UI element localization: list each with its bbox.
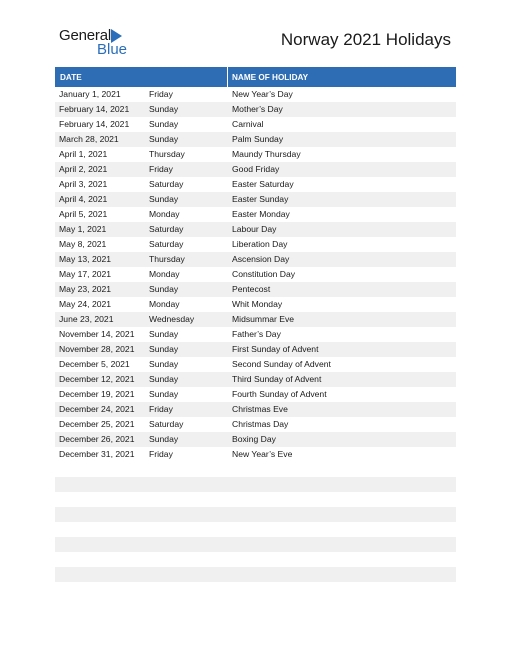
date-cell: May 1, 2021: [59, 224, 107, 234]
table-row: [55, 282, 456, 297]
holiday-name-cell: Whit Monday: [232, 299, 283, 309]
holiday-name-cell: Third Sunday of Advent: [232, 374, 322, 384]
date-cell: March 28, 2021: [59, 134, 119, 144]
header-holiday-name: NAME OF HOLIDAY: [232, 73, 309, 82]
holiday-name-cell: Maundy Thursday: [232, 149, 301, 159]
holiday-name-cell: Easter Saturday: [232, 179, 294, 189]
date-cell: May 23, 2021: [59, 284, 112, 294]
date-cell: May 8, 2021: [59, 239, 107, 249]
table-row: [55, 117, 456, 132]
date-cell: December 5, 2021: [59, 359, 130, 369]
table-row: [55, 447, 456, 462]
table-row: [55, 312, 456, 327]
table-row: [55, 222, 456, 237]
weekday-cell: Saturday: [149, 239, 184, 249]
date-cell: December 25, 2021: [59, 419, 135, 429]
table-row: [55, 327, 456, 342]
holiday-name-cell: First Sunday of Advent: [232, 344, 319, 354]
table-row: [55, 342, 456, 357]
weekday-cell: Sunday: [149, 374, 179, 384]
table-row: [55, 87, 456, 102]
weekday-cell: Sunday: [149, 104, 179, 114]
table-row: [55, 147, 456, 162]
weekday-cell: Sunday: [149, 359, 179, 369]
empty-row: [55, 477, 456, 492]
date-cell: April 3, 2021: [59, 179, 108, 189]
holiday-name-cell: Good Friday: [232, 164, 280, 174]
weekday-cell: Thursday: [149, 254, 185, 264]
table-row: [55, 357, 456, 372]
date-cell: April 5, 2021: [59, 209, 108, 219]
date-cell: May 17, 2021: [59, 269, 112, 279]
holiday-name-cell: New Year’s Eve: [232, 449, 293, 459]
empty-row: [55, 567, 456, 582]
date-cell: February 14, 2021: [59, 104, 130, 114]
empty-row: [55, 507, 456, 522]
weekday-cell: Sunday: [149, 389, 179, 399]
table-row: [55, 252, 456, 267]
weekday-cell: Sunday: [149, 344, 179, 354]
weekday-cell: Saturday: [149, 419, 184, 429]
table-row: [55, 417, 456, 432]
holiday-table: [55, 67, 456, 462]
table-row: [55, 207, 456, 222]
table-row: [55, 402, 456, 417]
table-row: [55, 237, 456, 252]
date-cell: November 28, 2021: [59, 344, 135, 354]
table-row: [55, 177, 456, 192]
holiday-name-cell: Labour Day: [232, 224, 277, 234]
holiday-name-cell: Fourth Sunday of Advent: [232, 389, 327, 399]
holiday-name-cell: Midsummar Eve: [232, 314, 295, 324]
table-row: [55, 372, 456, 387]
weekday-cell: Thursday: [149, 149, 185, 159]
table-row: [55, 132, 456, 147]
holiday-name-cell: Ascension Day: [232, 254, 290, 264]
weekday-cell: Friday: [149, 449, 173, 459]
weekday-cell: Friday: [149, 89, 173, 99]
holiday-name-cell: New Year’s Day: [232, 89, 293, 99]
weekday-cell: Sunday: [149, 119, 179, 129]
weekday-cell: Sunday: [149, 434, 179, 444]
table-row: [55, 102, 456, 117]
table-header: [55, 67, 456, 87]
holiday-name-cell: Mother’s Day: [232, 104, 283, 114]
table-row: [55, 192, 456, 207]
header-divider: [227, 67, 228, 87]
weekday-cell: Sunday: [149, 194, 179, 204]
holiday-name-cell: Easter Sunday: [232, 194, 289, 204]
weekday-cell: Sunday: [149, 134, 179, 144]
holiday-name-cell: Easter Monday: [232, 209, 290, 219]
holiday-name-cell: Palm Sunday: [232, 134, 284, 144]
date-cell: November 14, 2021: [59, 329, 135, 339]
date-cell: December 19, 2021: [59, 389, 135, 399]
weekday-cell: Monday: [149, 269, 180, 279]
weekday-cell: Wednesday: [149, 314, 195, 324]
date-cell: April 4, 2021: [59, 194, 108, 204]
table-row: [55, 267, 456, 282]
table-row: [55, 432, 456, 447]
date-cell: December 26, 2021: [59, 434, 135, 444]
brand-logo: [59, 27, 139, 59]
weekday-cell: Friday: [149, 404, 173, 414]
date-cell: December 12, 2021: [59, 374, 135, 384]
weekday-cell: Sunday: [149, 329, 179, 339]
holiday-name-cell: Liberation Day: [232, 239, 288, 249]
date-cell: December 31, 2021: [59, 449, 135, 459]
holiday-name-cell: Second Sunday of Advent: [232, 359, 331, 369]
weekday-cell: Sunday: [149, 284, 179, 294]
table-row: [55, 162, 456, 177]
holiday-name-cell: Christmas Day: [232, 419, 289, 429]
date-cell: June 23, 2021: [59, 314, 114, 324]
date-cell: April 1, 2021: [59, 149, 108, 159]
header-date: DATE: [60, 73, 82, 82]
brand-word-general: General: [59, 27, 111, 44]
empty-row: [55, 537, 456, 552]
holiday-name-cell: Carnival: [232, 119, 264, 129]
weekday-cell: Monday: [149, 209, 180, 219]
weekday-cell: Saturday: [149, 224, 184, 234]
date-cell: February 14, 2021: [59, 119, 130, 129]
holiday-name-cell: Father’s Day: [232, 329, 281, 339]
holiday-name-cell: Christmas Eve: [232, 404, 288, 414]
weekday-cell: Friday: [149, 164, 173, 174]
weekday-cell: Saturday: [149, 179, 184, 189]
table-row: [55, 297, 456, 312]
table-row: [55, 387, 456, 402]
date-cell: January 1, 2021: [59, 89, 121, 99]
brand-word-blue: Blue: [97, 41, 128, 58]
page-title: Norway 2021 Holidays: [280, 30, 451, 49]
table-body: [55, 87, 456, 462]
weekday-cell: Monday: [149, 299, 180, 309]
holiday-name-cell: Constitution Day: [232, 269, 296, 279]
date-cell: May 13, 2021: [59, 254, 112, 264]
date-cell: April 2, 2021: [59, 164, 108, 174]
holiday-name-cell: Pentecost: [232, 284, 271, 294]
date-cell: May 24, 2021: [59, 299, 112, 309]
date-cell: December 24, 2021: [59, 404, 135, 414]
holiday-name-cell: Boxing Day: [232, 434, 276, 444]
